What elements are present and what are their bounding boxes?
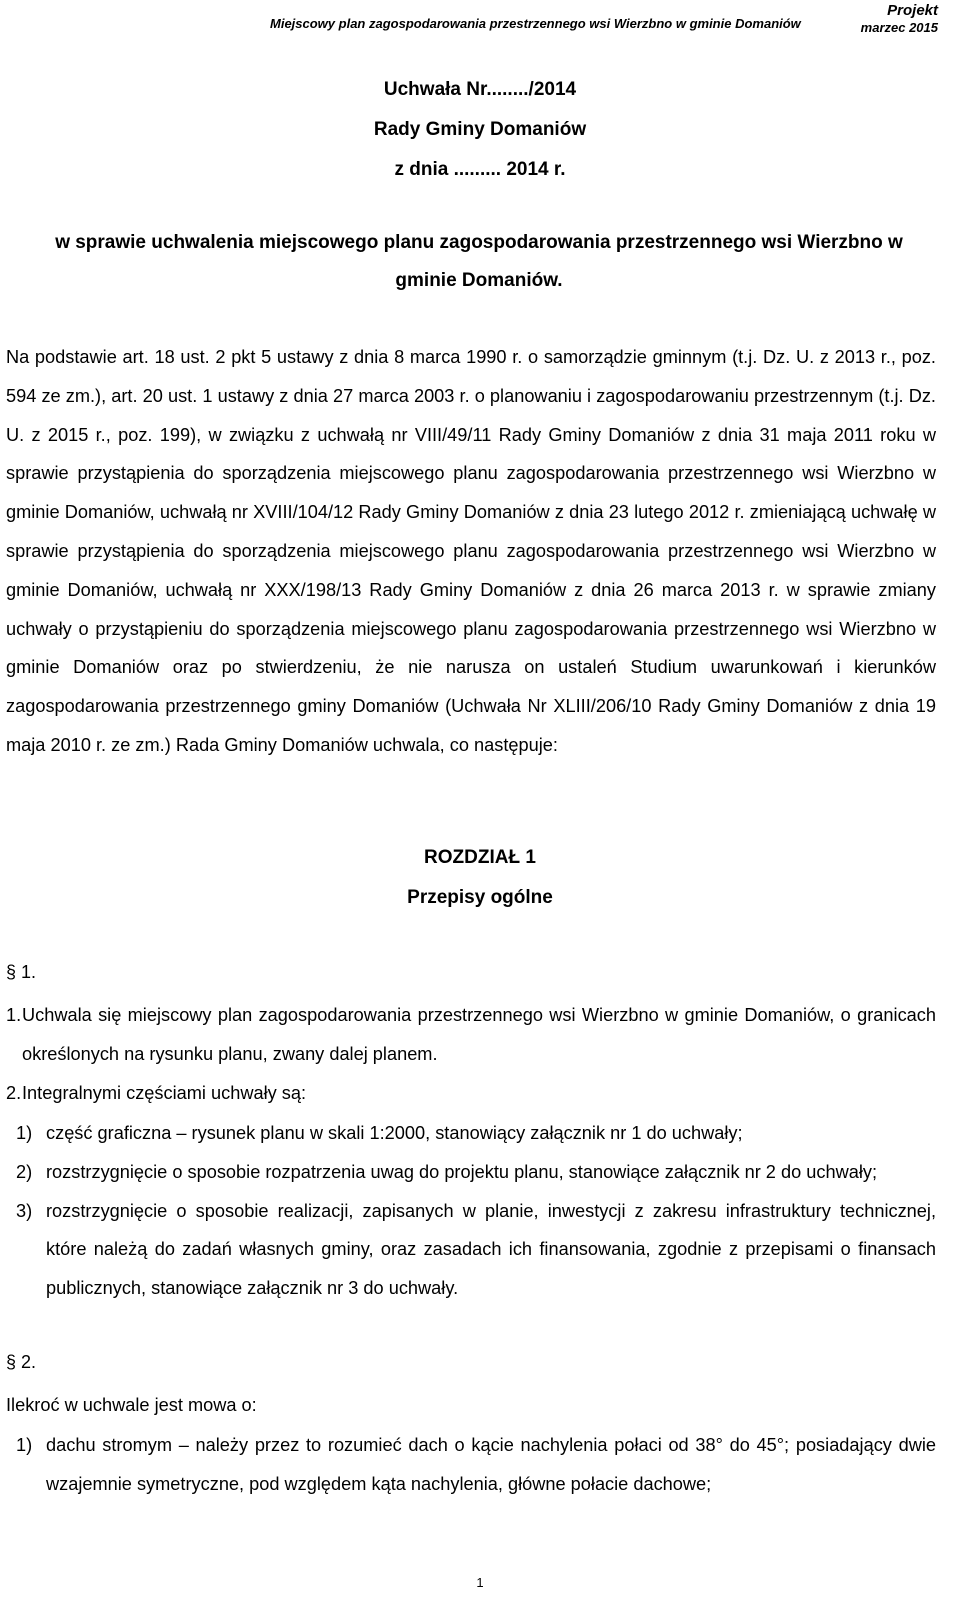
item-text: rozstrzygnięcie o sposobie realizacji, zapisanych w planie, inwestycji z zakresu infrastruktury technicznej, które należą do zadań własnych gminy, oraz zasadach ich finansowania, zgodnie z przepisami o finansach publicznych, stanowiące załącznik nr 3 do uchwały. (46, 1200, 936, 1299)
header-date: marzec 2015 (860, 20, 938, 35)
point-text: Uchwala się miejscowy plan zagospodarowania przestrzennego wsi Wierzbno w gminie Domaniów, o granicach określonych na rysunku planu, zwany dalej planem. (22, 1005, 936, 1064)
paragraph-2-mark: § 2. (6, 1352, 37, 1372)
paragraph-2-intro: Ilekroć w uchwale jest mowa o: (6, 1395, 257, 1415)
resolution-number: Uchwała Nr......../2014 (383, 79, 577, 100)
item-text: część graficzna – rysunek planu w skali 1:2000, stanowiący załącznik nr 1 do uchwały; (46, 1123, 743, 1143)
preamble-text: Na podstawie art. 18 ust. 2 pkt 5 ustawy z dnia 8 marca 1990 r. o samorządzie gminnym (t.j. Dz. U. z 2013 r., poz. 594 ze zm.), art. 20 ust. 1 ustawy z dnia 27 marca 2003 r. o planowaniu i zagospodarowaniu przestrzennym (t.j. Dz. U. z 2015 r., poz. 199), w związku z uchwałą nr VIII/49/11 Rady Gminy Domaniów z dnia 31 maja 2011 roku w sprawie przystąpienia do sporządzenia miejscowego planu zagospodarowania przestrzennego wsi Wierzbno w gminie Domaniów, uchwałą nr XVIII/104/12 Rady Gminy Domaniów z dnia 23 lutego 2012 r. zmieniającą uchwałę w sprawie przystąpienia do sporządzenia miejscowego planu zagospodarowania przestrzennego wsi Wierzbno w gminie Domaniów, uchwałą nr XXX/198/13 Rady Gminy Domaniów z dnia 26 marca 2013 r. w sprawie zmiany uchwały o przystąpieniu do sporządzenia miejscowego planu zagospodarowania przestrzennego wsi Wierzbno w gminie Domaniów oraz po stwierdzeniu, że nie narusza on ustaleń Studium uwarunkowań i kierunków zagospodarowania przestrzennego gminy Domaniów (Uchwała Nr XLIII/206/10 Rady Gminy Domaniów z dnia 19 maja 2010 r. ze zm.) Rada Gminy Domaniów uchwala, co następuje: (6, 347, 936, 755)
paragraph-2-items (16, 1426, 936, 1504)
header-project-label: Projekt (887, 2, 938, 19)
page-number: 1 (476, 1575, 484, 1590)
list-item (16, 1114, 936, 1153)
item-number: 2) (16, 1161, 33, 1182)
item-number: 1) (16, 1435, 33, 1455)
point-number: 1. (6, 1005, 22, 1025)
resolution-council: Rady Gminy Domaniów (373, 119, 587, 140)
header-right (861, 2, 938, 35)
paragraph-1-mark: § 1. (6, 962, 37, 982)
list-item (16, 1153, 936, 1192)
item-number: 1) (16, 1123, 33, 1143)
point-number: 2. (6, 1083, 22, 1103)
resolution-date: z dnia ......... 2014 r. (394, 159, 566, 180)
item-text: dachu stromym – należy przez to rozumieć dach o kącie nachylenia połaci od 38° do 45°; posiadający dwie wzajemnie symetryczne, pod względem kąta nachylenia, główne połacie dachowe; (46, 1435, 936, 1494)
paragraph-1-point-1 (6, 996, 936, 1074)
point-text: Integralnymi częściami uchwały są: (22, 1083, 307, 1103)
header-plan-title: Miejscowy plan zagospodarowania przestrzennego wsi Wierzbno w gminie Domaniów (270, 16, 801, 31)
paragraph-1-point-2 (6, 1074, 936, 1113)
item-number: 3) (16, 1200, 33, 1221)
chapter-label: ROZDZIAŁ 1 (424, 847, 536, 868)
paragraph-1-items (16, 1114, 936, 1308)
list-item (16, 1426, 936, 1504)
chapter-heading (0, 838, 960, 918)
resolution-subject: w sprawie uchwalenia miejscowego planu zagospodarowania przestrzennego wsi Wierzbno w gminie Domaniów. (55, 232, 903, 291)
chapter-title: Przepisy ogólne (407, 887, 553, 908)
list-item (16, 1192, 936, 1308)
item-text: rozstrzygnięcie o sposobie rozpatrzenia uwag do projektu planu, stanowiące załącznik nr 2 do uchwały; (46, 1161, 878, 1182)
resolution-title (0, 70, 960, 190)
